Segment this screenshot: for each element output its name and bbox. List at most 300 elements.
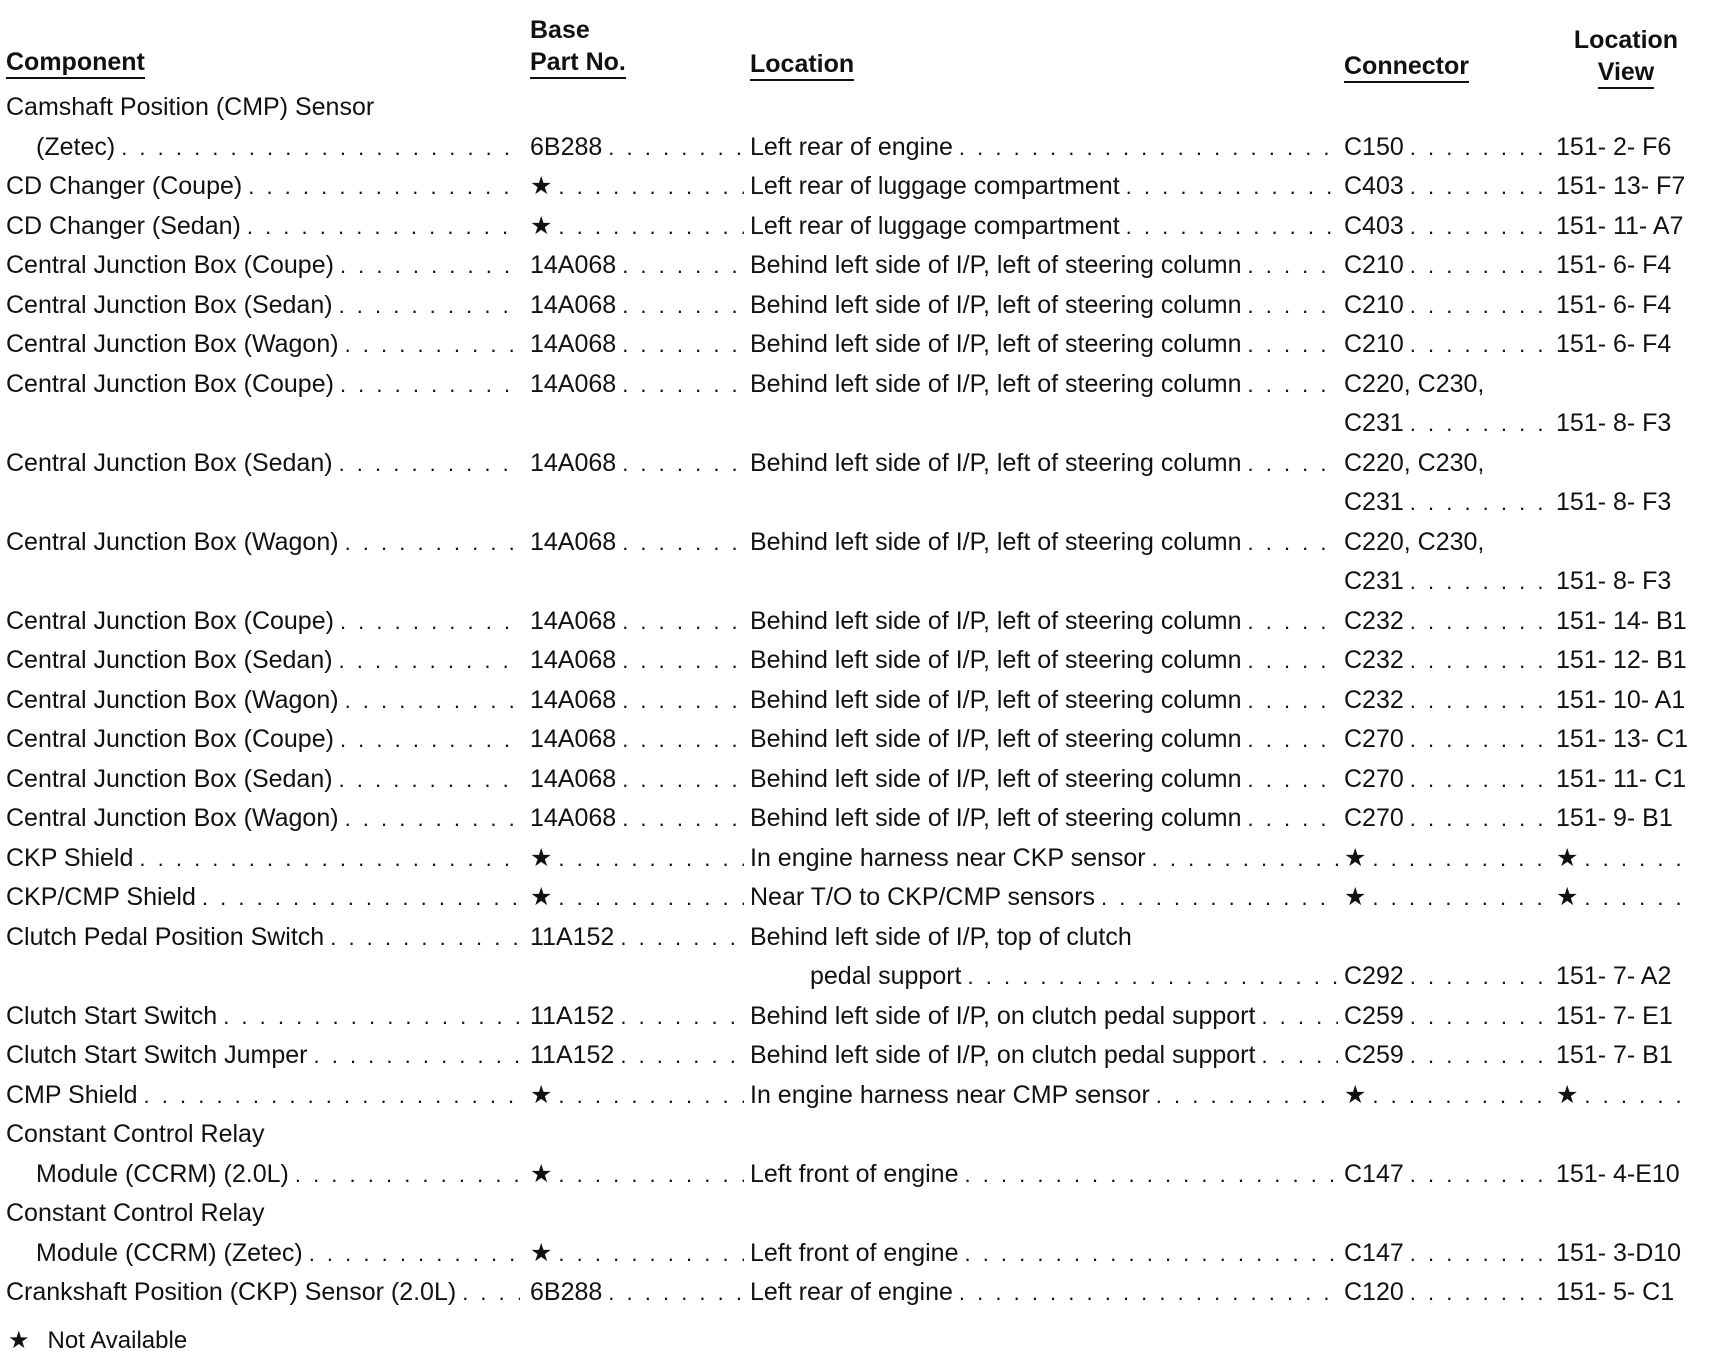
connector-cell (1344, 878, 1556, 918)
location-cell-text: Left rear of engine (750, 1278, 953, 1306)
leader-dots (1248, 444, 1339, 484)
location-cell-text: Behind left side of I/P, left of steering column (750, 369, 1242, 398)
part-no-cell (530, 1036, 750, 1076)
leader-dots (608, 1273, 744, 1313)
table-row (0, 1076, 1710, 1116)
part-no-cell (530, 918, 750, 958)
location-view-cell-text: ★ (1556, 843, 1579, 872)
connector-cell-text: C270 (1344, 725, 1404, 753)
location-cell-text: Left rear of engine (750, 132, 953, 161)
part-no-cell-text: 14A068 (530, 448, 617, 477)
component-cell (6, 1273, 526, 1313)
component-cell-text: Clutch Start Switch (6, 1001, 218, 1030)
component-cell (6, 799, 526, 839)
table-row (0, 207, 1710, 247)
location-view-cell-text: ★ (1556, 1080, 1579, 1109)
component-cell-cont (6, 1234, 526, 1274)
leader-dots (1410, 207, 1550, 247)
connector-cell-text: C210 (1344, 251, 1404, 279)
leader-dots (1584, 878, 1694, 918)
location-view-cell-text: 151- 11- C1 (1556, 764, 1687, 793)
location-view-cell (1556, 246, 1700, 286)
connector-cell-text: C210 (1344, 330, 1404, 358)
leader-dots (295, 1155, 520, 1195)
part-no-cell-text: ★ (530, 1159, 553, 1188)
leader-dots (139, 839, 520, 879)
location-view-cell (1556, 799, 1700, 839)
connector-cell-text: C270 (1344, 804, 1404, 832)
location-cell-text: Behind left side of I/P, left of steering column (750, 330, 1242, 358)
leader-dots (558, 1076, 744, 1116)
part-no-cell-text: ★ (530, 1238, 553, 1267)
leader-dots (622, 641, 744, 681)
location-view-cell (1556, 483, 1700, 523)
location-cell-text: Behind left side of I/P, left of steering column (750, 804, 1242, 832)
location-view-cell (1556, 207, 1700, 247)
part-no-cell (530, 997, 750, 1037)
component-cell-text: Central Junction Box (Wagon) (6, 685, 339, 714)
leader-dots (462, 1273, 520, 1313)
connector-cell (1344, 444, 1556, 484)
location-cell (750, 681, 1344, 721)
connector-cell-text: C259 (1344, 1041, 1404, 1069)
location-cell-text: In engine harness near CMP sensor (750, 1080, 1150, 1109)
leader-dots (1126, 167, 1338, 207)
location-cell (750, 444, 1344, 484)
location-view-cell (1556, 957, 1700, 997)
connector-cell (1344, 760, 1556, 800)
leader-dots (1410, 1273, 1550, 1313)
part-no-cell-text: ★ (530, 1080, 553, 1109)
location-view-cell-text: 151- 12- B1 (1556, 646, 1687, 674)
leader-dots (608, 128, 744, 168)
location-view-cell-text: 151- 7- E1 (1556, 1001, 1673, 1030)
leader-dots (340, 720, 520, 760)
location-cell-text: Behind left side of I/P, left of steering column (750, 646, 1242, 674)
header-base-part-no: Base Part No. (530, 14, 626, 78)
connector-cell-text: C232 (1344, 646, 1404, 674)
leader-dots (1410, 128, 1550, 168)
location-view-cell-text: 151- 3-D10 (1556, 1238, 1682, 1267)
leader-dots (1410, 246, 1550, 286)
leader-dots (339, 641, 520, 681)
connector-cell (1344, 1076, 1556, 1116)
component-cell (6, 207, 526, 247)
table-row (0, 523, 1710, 602)
table-row (0, 641, 1710, 681)
location-cell-text: Behind left side of I/P, left of steering column (750, 685, 1242, 714)
location-view-cell (1556, 1076, 1700, 1116)
location-view-cell (1556, 602, 1700, 642)
connector-cell (1344, 523, 1556, 563)
location-view-cell-text: 151- 6- F4 (1556, 330, 1672, 358)
location-cell (750, 918, 1344, 958)
leader-dots (622, 523, 744, 563)
connector-cell-text: C259 (1344, 1001, 1404, 1030)
leader-dots (1410, 997, 1550, 1037)
component-cell-cont-text: (Zetec) (36, 132, 116, 161)
part-no-cell-text: 14A068 (530, 369, 617, 398)
part-no-cell-text: 11A152 (530, 922, 615, 951)
part-no-cell (530, 207, 750, 247)
connector-cell-text: C150 (1344, 132, 1404, 161)
footnote (8, 1326, 187, 1356)
table-row (0, 1194, 1710, 1273)
table-row (0, 1115, 1710, 1194)
leader-dots (339, 444, 520, 484)
leader-dots (1248, 799, 1339, 839)
location-view-cell-text: 151- 5- C1 (1556, 1278, 1675, 1306)
leader-dots (223, 997, 520, 1037)
part-no-cell (530, 444, 750, 484)
connector-cell (1344, 128, 1556, 168)
connector-cell (1344, 167, 1556, 207)
connector-cell (1344, 799, 1556, 839)
leader-dots (622, 720, 744, 760)
leader-dots (558, 839, 744, 879)
connector-cell (1344, 1155, 1556, 1195)
connector-cell (1344, 602, 1556, 642)
leader-dots (1248, 325, 1339, 365)
location-view-cell (1556, 1273, 1700, 1313)
part-no-cell-text: 14A068 (530, 606, 617, 635)
leader-dots (1248, 720, 1339, 760)
leader-dots (558, 207, 744, 247)
leader-dots (1410, 286, 1550, 326)
location-cell (750, 760, 1344, 800)
connector-cell (1344, 1234, 1556, 1274)
leader-dots (1410, 760, 1550, 800)
location-cell-text: Left rear of luggage compartment (750, 211, 1120, 240)
part-no-cell (530, 720, 750, 760)
connector-cell (1344, 1036, 1556, 1076)
leader-dots (1410, 562, 1550, 602)
table-row (0, 246, 1710, 286)
leader-dots (1584, 839, 1694, 879)
part-no-cell-text: 14A068 (530, 725, 617, 753)
leader-dots (121, 128, 520, 168)
component-cell-text: Clutch Start Switch Jumper (6, 1041, 308, 1069)
connector-cell (1344, 839, 1556, 879)
component-cell-cont-text: Module (CCRM) (Zetec) (36, 1238, 303, 1267)
component-cell (6, 167, 526, 207)
location-cell-text: In engine harness near CKP sensor (750, 843, 1146, 872)
connector-cell-text: C403 (1344, 211, 1404, 240)
location-view-cell (1556, 997, 1700, 1037)
component-cell-cont (6, 1155, 526, 1195)
connector-cell-text: ★ (1344, 1080, 1367, 1109)
component-cell (6, 641, 526, 681)
connector-cell (1344, 246, 1556, 286)
leader-dots (620, 918, 744, 958)
leader-dots (1248, 365, 1339, 405)
component-cell (6, 878, 526, 918)
leader-dots (1410, 681, 1550, 721)
component-cell-text: Camshaft Position (CMP) Sensor (6, 93, 375, 121)
location-view-cell-text: 151- 9- B1 (1556, 804, 1673, 832)
connector-cell-text: ★ (1344, 843, 1367, 872)
part-no-cell (530, 246, 750, 286)
location-cell-text: Left rear of luggage compartment (750, 172, 1120, 200)
leader-dots (1248, 286, 1339, 326)
location-view-cell-text: 151- 6- F4 (1556, 290, 1672, 319)
component-cell (6, 681, 526, 721)
part-no-cell-text: 14A068 (530, 290, 617, 319)
location-cell-text: Behind left side of I/P, left of steering column (750, 725, 1242, 753)
table-row (0, 167, 1710, 207)
part-no-cell (530, 1155, 750, 1195)
location-view-cell (1556, 641, 1700, 681)
leader-dots (345, 799, 520, 839)
leader-dots (622, 444, 744, 484)
leader-dots (1261, 1036, 1338, 1076)
connector-cell-cont (1344, 483, 1556, 523)
connector-cell (1344, 286, 1556, 326)
leader-dots (1410, 641, 1550, 681)
part-no-cell (530, 325, 750, 365)
leader-dots (1372, 878, 1550, 918)
header-location: Location (750, 48, 854, 80)
component-cell (6, 88, 526, 128)
component-cell-text: Central Junction Box (Coupe) (6, 725, 334, 753)
component-cell (6, 286, 526, 326)
location-view-cell (1556, 1036, 1700, 1076)
leader-dots (558, 1155, 744, 1195)
part-no-cell-text: 14A068 (530, 251, 617, 279)
connector-cell-text: C147 (1344, 1159, 1404, 1188)
location-cell-text: Left front of engine (750, 1238, 959, 1267)
location-view-cell-text: 151- 13- F7 (1556, 172, 1686, 200)
leader-dots (248, 167, 520, 207)
leader-dots (1410, 1036, 1550, 1076)
leader-dots (620, 1036, 744, 1076)
table-row (0, 839, 1710, 879)
table-row (0, 878, 1710, 918)
location-view-cell-text: 151- 11- A7 (1556, 211, 1684, 240)
component-cell (6, 246, 526, 286)
part-no-cell-text: 14A068 (530, 685, 617, 714)
leader-dots (622, 365, 744, 405)
component-cell-text: Central Junction Box (Sedan) (6, 764, 333, 793)
location-cell (750, 1234, 1344, 1274)
header-component: Component (6, 46, 145, 78)
table-row (0, 799, 1710, 839)
component-cell-text: Central Junction Box (Coupe) (6, 251, 334, 279)
component-cell (6, 523, 526, 563)
part-no-cell-text: ★ (530, 172, 553, 200)
part-no-cell-text: 6B288 (530, 132, 603, 161)
connector-cell-text: C270 (1344, 764, 1404, 793)
connector-cell (1344, 997, 1556, 1037)
connector-cell (1344, 681, 1556, 721)
component-cell (6, 1036, 526, 1076)
leader-dots (144, 1076, 520, 1116)
connector-cell-text: C120 (1344, 1278, 1404, 1306)
connector-cell-cont (1344, 404, 1556, 444)
connector-cell-text: C210 (1344, 290, 1404, 319)
leader-dots (622, 325, 744, 365)
location-cell (750, 1076, 1344, 1116)
part-no-cell-text: 14A068 (530, 804, 617, 832)
part-no-cell-text: 14A068 (530, 330, 617, 358)
star-icon: ★ (8, 1327, 30, 1354)
location-view-cell (1556, 839, 1700, 879)
location-cell (750, 997, 1344, 1037)
connector-cell (1344, 720, 1556, 760)
part-no-cell (530, 1273, 750, 1313)
connector-cell (1344, 1273, 1556, 1313)
location-view-cell-text: 151- 8- F3 (1556, 409, 1672, 437)
leader-dots (964, 1155, 1338, 1195)
leader-dots (622, 681, 744, 721)
location-view-cell-text: 151- 7- A2 (1556, 962, 1672, 990)
location-cell (750, 1273, 1344, 1313)
location-cell (750, 365, 1344, 405)
location-cell-text: Behind left side of I/P, left of steering column (750, 290, 1242, 319)
location-cell-text: Behind left side of I/P, left of steering column (750, 527, 1242, 556)
table-row (0, 286, 1710, 326)
part-no-cell-text: 14A068 (530, 527, 617, 556)
part-no-cell-text: 14A068 (530, 764, 617, 793)
leader-dots (1410, 1234, 1550, 1274)
location-cell-text: Behind left side of I/P, left of steering column (750, 606, 1242, 635)
table-row (0, 602, 1710, 642)
leader-dots (202, 878, 520, 918)
leader-dots (1410, 325, 1550, 365)
part-no-cell (530, 167, 750, 207)
location-cell (750, 839, 1344, 879)
component-cell-text: Constant Control Relay (6, 1120, 265, 1148)
part-no-cell (530, 681, 750, 721)
leader-dots (622, 799, 744, 839)
leader-dots (1372, 839, 1550, 879)
location-view-cell-text: 151- 6- F4 (1556, 251, 1672, 279)
component-cell (6, 1115, 526, 1155)
connector-cell (1344, 365, 1556, 405)
header-location-view: Location View (1556, 24, 1696, 88)
leader-dots (1410, 167, 1550, 207)
connector-cell-cont-text: C231 (1344, 488, 1404, 516)
leader-dots (622, 760, 744, 800)
component-cell (6, 997, 526, 1037)
component-cell-text: CD Changer (Sedan) (6, 211, 241, 240)
part-no-cell-text: ★ (530, 883, 553, 911)
component-cell-cont (6, 128, 526, 168)
component-cell-text: Constant Control Relay (6, 1199, 265, 1227)
location-view-cell-text: 151- 8- F3 (1556, 488, 1672, 516)
location-view-cell (1556, 681, 1700, 721)
component-cell-text: Central Junction Box (Coupe) (6, 369, 334, 398)
location-view-cell (1556, 760, 1700, 800)
leader-dots (247, 207, 520, 247)
location-view-cell (1556, 1155, 1700, 1195)
component-cell-text: Crankshaft Position (CKP) Sensor (2.0L) (6, 1278, 457, 1306)
connector-cell-text: C147 (1344, 1238, 1404, 1267)
location-view-cell-text: 151- 10- A1 (1556, 685, 1686, 714)
location-cell-cont (750, 957, 1344, 997)
connector-cell-text: C220, C230, (1344, 369, 1485, 398)
component-cell (6, 325, 526, 365)
location-cell-text: Behind left side of I/P, on clutch pedal support (750, 1041, 1256, 1069)
leader-dots (1410, 799, 1550, 839)
component-cell (6, 365, 526, 405)
connector-cell-text: C232 (1344, 685, 1404, 714)
leader-dots (1410, 404, 1550, 444)
table-row (0, 681, 1710, 721)
connector-cell (1344, 957, 1556, 997)
location-view-cell (1556, 562, 1700, 602)
location-view-cell (1556, 286, 1700, 326)
leader-dots (339, 760, 520, 800)
part-no-cell (530, 128, 750, 168)
component-cell (6, 602, 526, 642)
component-cell (6, 1194, 526, 1234)
location-cell (750, 720, 1344, 760)
leader-dots (314, 1036, 521, 1076)
location-view-cell (1556, 128, 1700, 168)
part-no-cell (530, 1076, 750, 1116)
component-cell-text: CKP/CMP Shield (6, 883, 196, 911)
location-view-cell (1556, 167, 1700, 207)
location-cell (750, 641, 1344, 681)
location-view-cell (1556, 720, 1700, 760)
leader-dots (1101, 878, 1338, 918)
component-cell-text: Central Junction Box (Sedan) (6, 646, 333, 674)
leader-dots (1584, 1076, 1694, 1116)
connector-cell (1344, 641, 1556, 681)
connector-cell-cont-text: C231 (1344, 409, 1404, 437)
location-cell (750, 1155, 1344, 1195)
connector-cell-text: C220, C230, (1344, 527, 1485, 556)
leader-dots (345, 681, 520, 721)
component-cell-text: Central Junction Box (Wagon) (6, 804, 339, 832)
component-cell-text: Central Junction Box (Sedan) (6, 290, 333, 319)
connector-cell-text: C403 (1344, 172, 1404, 200)
component-cell-text: Central Junction Box (Coupe) (6, 606, 334, 635)
leader-dots (1410, 957, 1550, 997)
leader-dots (330, 918, 520, 958)
location-cell (750, 799, 1344, 839)
leader-dots (558, 878, 744, 918)
location-view-cell-text: 151- 14- B1 (1556, 606, 1687, 635)
leader-dots (1248, 681, 1339, 721)
component-cell-text: Central Junction Box (Wagon) (6, 330, 339, 358)
leader-dots (622, 246, 744, 286)
location-cell-text: Behind left side of I/P, on clutch pedal support (750, 1001, 1256, 1030)
location-cell (750, 602, 1344, 642)
location-view-cell-text: 151- 7- B1 (1556, 1041, 1673, 1069)
part-no-cell (530, 799, 750, 839)
location-view-cell-text: 151- 2- F6 (1556, 132, 1672, 161)
table-row (0, 760, 1710, 800)
part-no-cell (530, 286, 750, 326)
leader-dots (1126, 207, 1338, 247)
part-no-cell-text: 11A152 (530, 1001, 615, 1030)
connector-cell-cont (1344, 562, 1556, 602)
location-view-cell (1556, 1234, 1700, 1274)
table-row (0, 444, 1710, 523)
leader-dots (1410, 720, 1550, 760)
leader-dots (1410, 1155, 1550, 1195)
connector-cell (1344, 325, 1556, 365)
location-cell-text: Near T/O to CKP/CMP sensors (750, 883, 1096, 911)
location-cell-text: Behind left side of I/P, left of steering column (750, 448, 1242, 477)
leader-dots (340, 602, 520, 642)
leader-dots (1372, 1076, 1550, 1116)
location-cell (750, 878, 1344, 918)
leader-dots (345, 523, 520, 563)
table-row (0, 997, 1710, 1037)
